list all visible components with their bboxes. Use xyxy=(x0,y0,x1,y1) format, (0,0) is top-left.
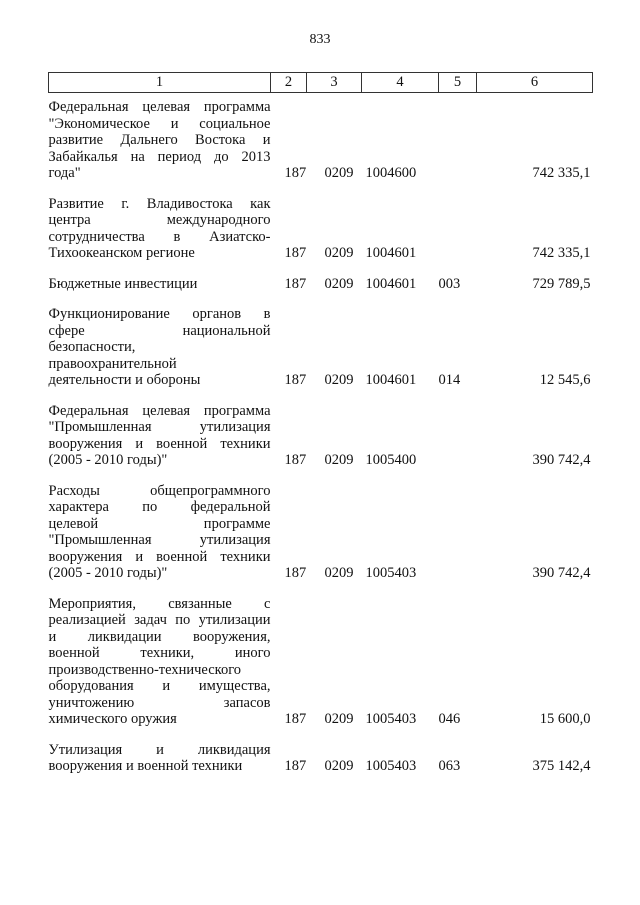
row-c5: 046 xyxy=(438,711,461,727)
row-c5: 003 xyxy=(438,275,461,292)
description-line: оборудования и имущества, xyxy=(48,678,271,694)
row-c2: 187 xyxy=(284,372,307,388)
row-c4: 1004601 xyxy=(365,275,417,292)
header-col-5: 5 xyxy=(439,73,477,93)
description-line: характера по федеральной xyxy=(48,499,271,515)
row-c4: 1004601 xyxy=(365,372,417,388)
description-line: (2005 - 2010 годы)" xyxy=(48,452,168,468)
header-col-2: 2 xyxy=(271,73,307,93)
row-c2: 187 xyxy=(284,565,307,581)
header-col-4: 4 xyxy=(362,73,439,93)
row-c3: 0209 xyxy=(324,711,354,727)
row-c5 xyxy=(439,93,477,182)
description-line: деятельности и обороны xyxy=(48,372,201,388)
row-description xyxy=(49,728,271,775)
row-c4: 1004600 xyxy=(365,165,417,181)
description-line: "Экономическое и социальное xyxy=(48,115,271,132)
description-line: целевой программе xyxy=(48,515,271,532)
description-line: (2005 - 2010 годы)" xyxy=(48,565,168,581)
row-c2: 187 xyxy=(284,275,307,292)
description-line: "Промышленная утилизация xyxy=(48,532,271,548)
table-row xyxy=(49,292,593,389)
description-line: Развитие г. Владивостока как xyxy=(48,195,271,212)
row-description xyxy=(49,182,271,262)
header-col-3: 3 xyxy=(307,73,362,93)
row-c6: 742 335,1 xyxy=(532,245,591,261)
row-c4: 1005403 xyxy=(365,565,417,581)
row-c4: 1005400 xyxy=(365,452,417,468)
row-c4: 1005403 xyxy=(365,758,417,774)
description-line: Тихоокеанском регионе xyxy=(48,245,195,261)
header-row xyxy=(49,73,593,93)
row-c2: 187 xyxy=(284,711,307,727)
row-c3: 0209 xyxy=(324,758,354,774)
table-row xyxy=(49,262,593,293)
header-col-6: 6 xyxy=(477,73,593,93)
row-c3: 0209 xyxy=(324,372,354,388)
description-line: реализацией задач по утилизации xyxy=(48,612,271,628)
description-line: Утилизация и ликвидация xyxy=(48,741,271,758)
row-description xyxy=(49,292,271,389)
description-line: Федеральная целевая программа xyxy=(48,99,271,115)
description-line: уничтожению запасов xyxy=(48,694,271,711)
row-c5 xyxy=(439,469,477,582)
row-c5 xyxy=(439,389,477,469)
row-description xyxy=(49,582,271,728)
row-c3: 0209 xyxy=(324,565,354,581)
description-line: сотрудничества в Азиатско- xyxy=(48,228,271,245)
row-c3: 0209 xyxy=(324,452,354,468)
table-row xyxy=(49,93,593,182)
description-line: Функционирование органов в xyxy=(48,306,271,322)
row-description xyxy=(49,469,271,582)
description-line: военной техники, иного xyxy=(48,645,271,661)
description-line: и ликвидации вооружения, xyxy=(48,628,271,645)
description-line: года" xyxy=(48,165,81,181)
row-c5: 063 xyxy=(438,758,461,774)
row-description xyxy=(49,389,271,469)
row-c6: 15 600,0 xyxy=(539,711,591,727)
row-c6: 729 789,5 xyxy=(532,275,591,292)
row-c6: 12 545,6 xyxy=(539,372,591,388)
description-line: Бюджетные инвестиции xyxy=(48,275,198,292)
row-description xyxy=(49,262,271,293)
description-line: "Промышленная утилизация xyxy=(48,419,271,435)
row-description xyxy=(49,93,271,182)
description-line: центра международного xyxy=(48,212,271,228)
budget-table xyxy=(48,72,593,775)
row-c6: 390 742,4 xyxy=(532,565,591,581)
description-line: Федеральная целевая программа xyxy=(48,402,271,419)
description-line: Забайкалья на период до 2013 xyxy=(48,148,271,165)
table-row xyxy=(49,182,593,262)
table-row xyxy=(49,582,593,728)
description-line: вооружения и военной техники xyxy=(48,758,243,774)
row-c2: 187 xyxy=(284,165,307,181)
row-c2: 187 xyxy=(284,452,307,468)
row-c4: 1005403 xyxy=(365,711,417,727)
row-c3: 0209 xyxy=(324,275,354,292)
row-c6: 742 335,1 xyxy=(532,165,591,181)
row-c5 xyxy=(439,182,477,262)
description-line: Мероприятия, связанные с xyxy=(48,595,271,612)
table-row xyxy=(49,389,593,469)
row-c3: 0209 xyxy=(324,165,354,181)
table-row xyxy=(49,728,593,775)
description-line: сфере национальной xyxy=(48,322,271,339)
description-line: Расходы общепрограммного xyxy=(48,482,271,499)
row-c6: 375 142,4 xyxy=(532,758,591,774)
page-number: 833 xyxy=(309,32,331,47)
table-row xyxy=(49,469,593,582)
description-line: правоохранительной xyxy=(48,355,177,372)
row-c4: 1004601 xyxy=(365,245,417,261)
description-line: вооружения и военной техники xyxy=(48,435,271,452)
row-c2: 187 xyxy=(284,245,307,261)
row-c5: 014 xyxy=(438,372,461,388)
description-line: безопасности, xyxy=(48,339,136,355)
row-c6: 390 742,4 xyxy=(532,452,591,468)
description-line: развитие Дальнего Востока и xyxy=(48,132,271,148)
header-col-1: 1 xyxy=(49,73,271,93)
description-line: производственно-технического xyxy=(48,661,242,678)
row-c3: 0209 xyxy=(324,245,354,261)
description-line: химического оружия xyxy=(48,711,177,727)
description-line: вооружения и военной техники xyxy=(48,548,271,565)
row-c2: 187 xyxy=(284,758,307,774)
